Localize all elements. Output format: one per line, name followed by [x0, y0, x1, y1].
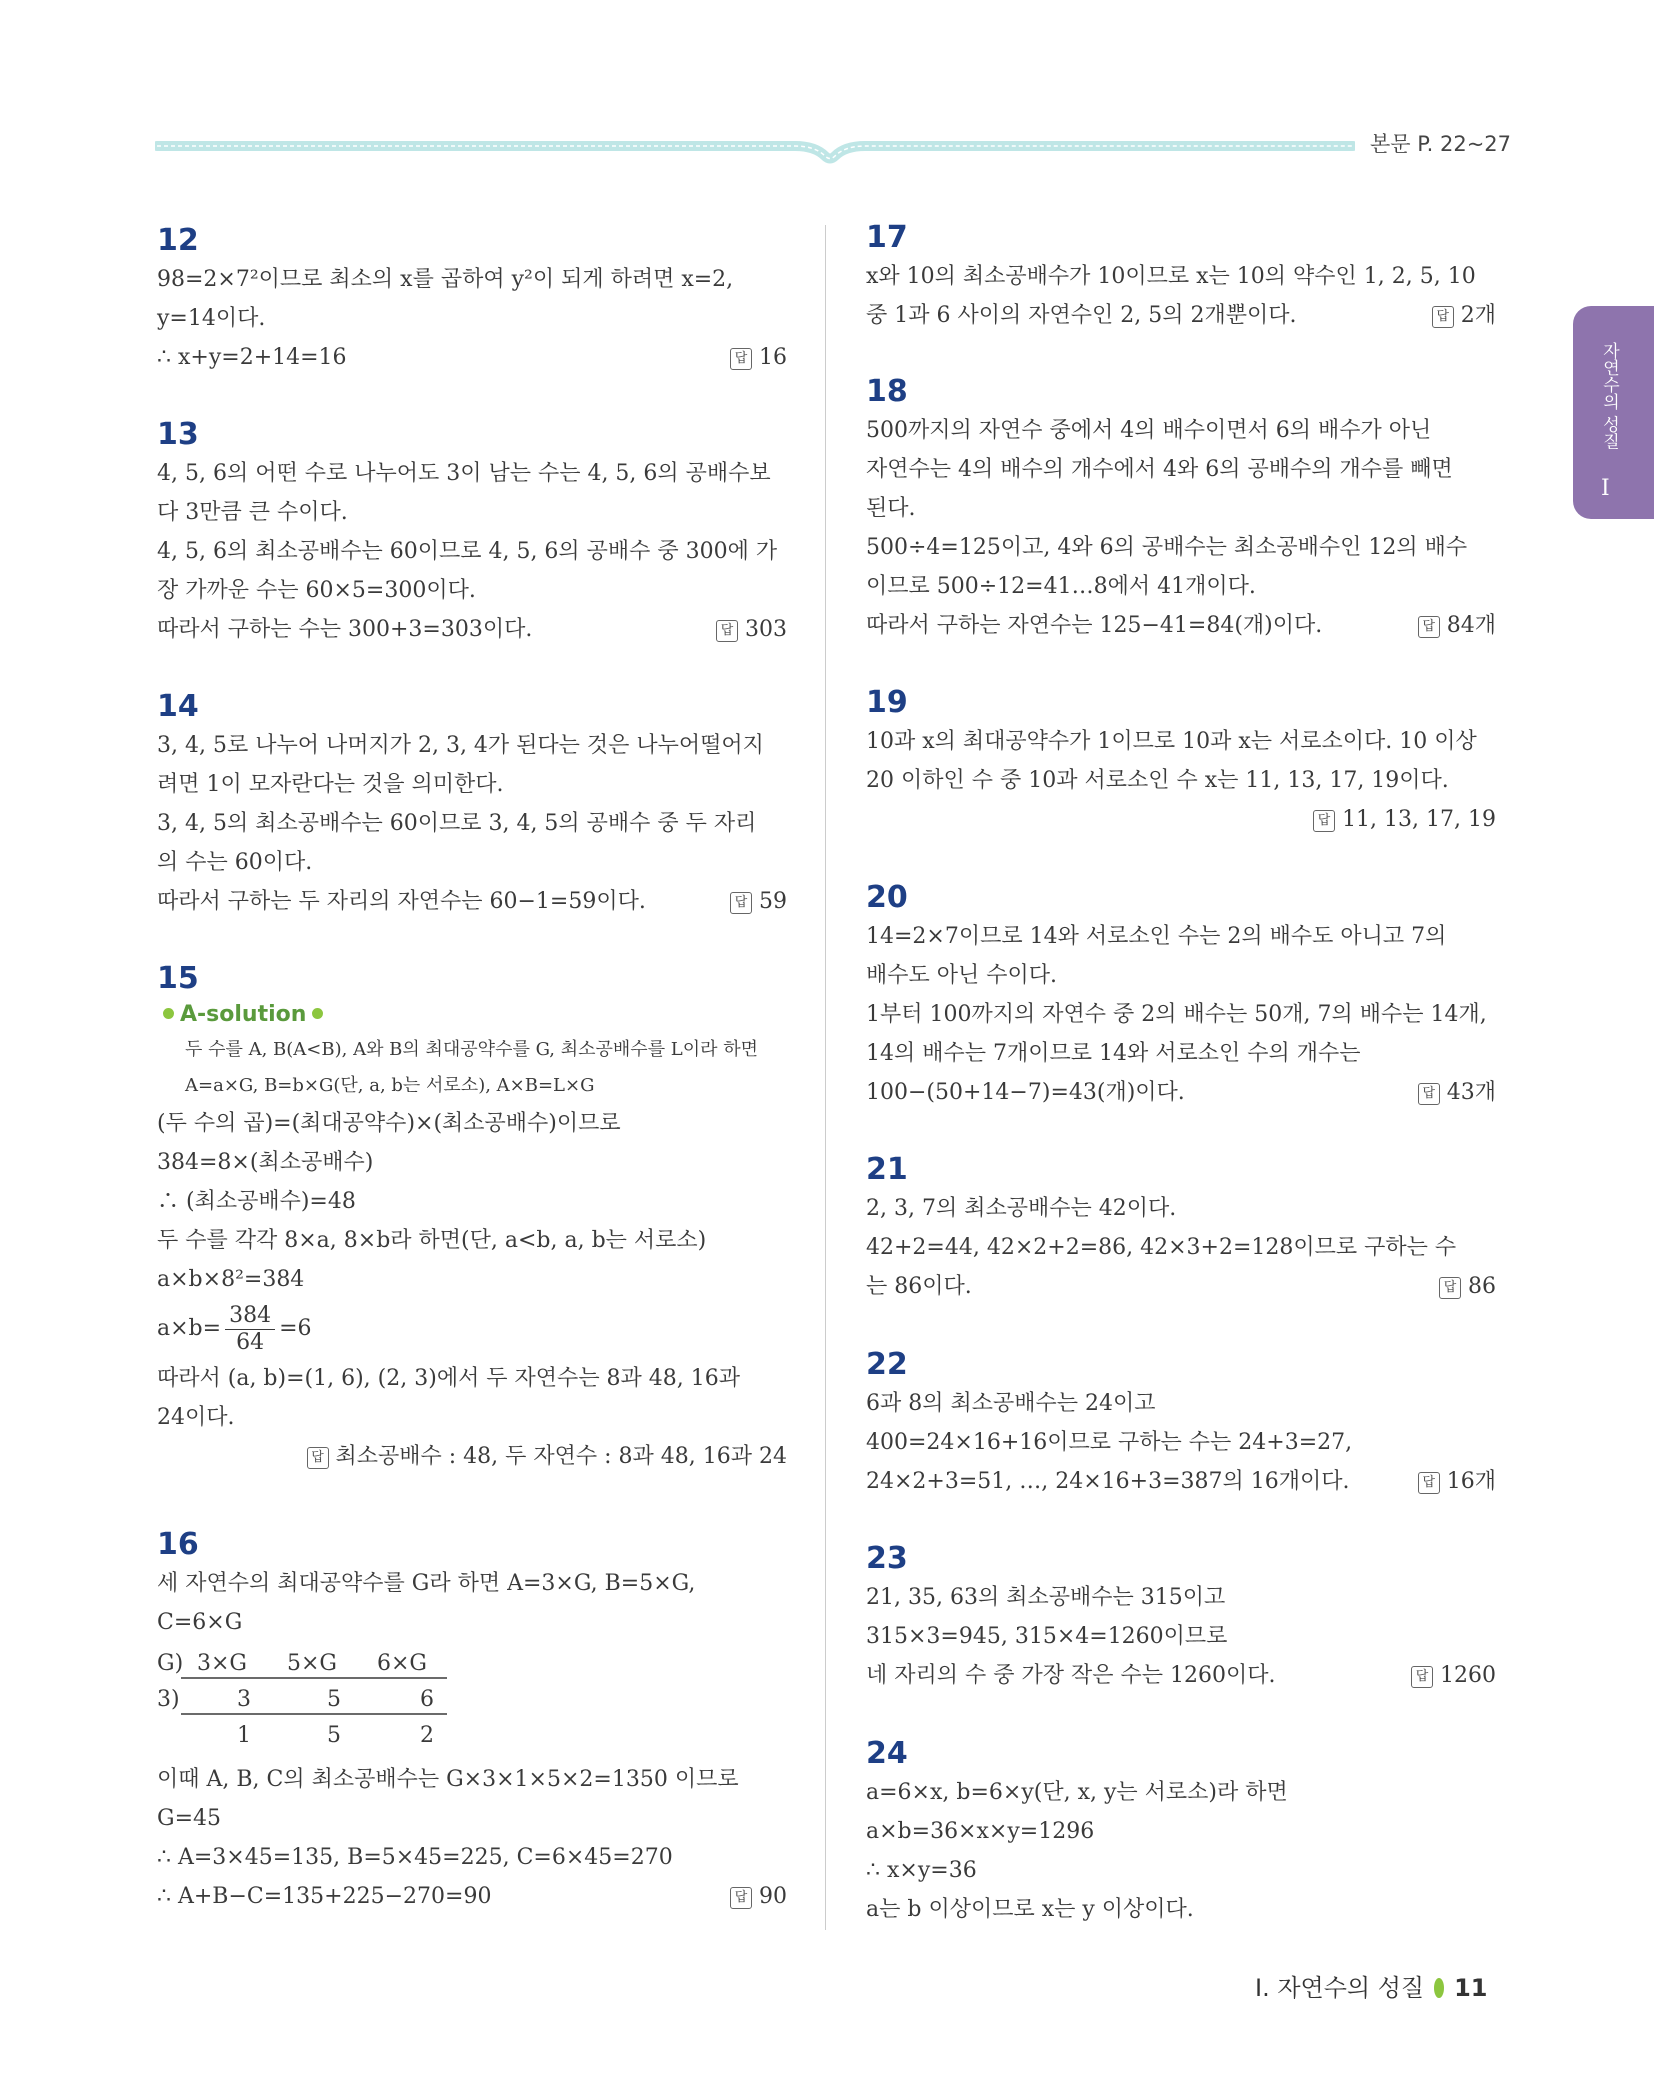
- answer: 답 16: [730, 338, 787, 377]
- problem-number: 12: [157, 223, 199, 258]
- answer-mark-icon: 답: [730, 348, 752, 370]
- header-decoration: [155, 134, 1355, 164]
- answer-mark-icon: 답: [1418, 1083, 1440, 1105]
- side-tab-roman: I: [1601, 476, 1610, 501]
- problem-22: [866, 1348, 1496, 1501]
- solution-line: a×b×8²=384: [157, 1267, 305, 1292]
- problem-24: [866, 1737, 1496, 1929]
- divisor: 3): [157, 1687, 180, 1712]
- solution-line: 4, 5, 6의 어떤 수로 나누어도 3이 남는 수는 4, 5, 6의 공배수보: [157, 461, 771, 486]
- solution-line: y=14이다.: [157, 306, 266, 331]
- solution-line: ∴ A+B−C=135+225−270=90 답 90: [157, 1877, 787, 1916]
- solution-line: 98=2×7²이므로 최소의 x를 곱하여 y²이 되게 하려면 x=2,: [157, 267, 734, 292]
- page-reference: 본문 P. 22~27: [1370, 132, 1512, 156]
- solution-line: a×b=36×x×y=1296: [866, 1819, 1095, 1844]
- division-cell: 3×G: [197, 1651, 248, 1676]
- solution-line: 500까지의 자연수 중에서 4의 배수이면서 6의 배수가 아닌: [866, 418, 1432, 443]
- solution-line: ∴ x×y=36: [866, 1858, 977, 1883]
- solution-line: 400=24×16+16이므로 구하는 수는 24+3=27,: [866, 1430, 1353, 1455]
- solution-line: 네 자리의 수 중 가장 작은 수는 1260이다. 답 1260: [866, 1656, 1496, 1695]
- a-solution-line: 두 수를 A, B(A<B), A와 B의 최대공약수를 G, 최소공배수를 L이라 하면: [185, 1039, 759, 1060]
- side-tab-title: 자연수의 성질: [1599, 342, 1619, 450]
- answer-mark-icon: 답: [1313, 810, 1335, 832]
- problem-14: [157, 690, 787, 921]
- solution-line: 100−(50+14−7)=43(개)이다. 답 43개: [866, 1073, 1496, 1112]
- problem-number: 15: [157, 961, 199, 996]
- footer-chapter: I. 자연수의 성질: [1255, 1974, 1425, 2002]
- solution-line: ∴ x+y=2+14=16 답 16: [157, 338, 787, 377]
- solution-line: 10과 x의 최대공약수가 1이므로 10과 x는 서로소이다. 10 이상: [866, 729, 1477, 754]
- problem-21: [866, 1153, 1496, 1306]
- solution-line: 따라서 (a, b)=(1, 6), (2, 3)에서 두 자연수는 8과 48, 16과: [157, 1366, 741, 1391]
- a-solution-heading: A-solution: [157, 998, 787, 1032]
- answer-mark-icon: 답: [730, 1887, 752, 1909]
- solution-line: 384=8×(최소공배수): [157, 1150, 374, 1175]
- ladder-division: [157, 1642, 477, 1760]
- solution-line: 자연수는 4의 배수의 개수에서 4와 6의 공배수의 개수를 빼면: [866, 457, 1453, 482]
- page-footer: [1255, 1968, 1487, 2003]
- solution-line: 14의 배수는 7개이므로 14와 서로소인 수의 개수는: [866, 1041, 1361, 1066]
- solution-line: 500÷4=125이고, 4와 6의 공배수는 최소공배수인 12의 배수: [866, 535, 1468, 560]
- division-cell: 3: [237, 1687, 251, 1712]
- solution-line: a=6×x, b=6×y(단, x, y는 서로소)라 하면: [866, 1780, 1288, 1805]
- answer: 답 90: [730, 1877, 787, 1916]
- fraction: $\frac{384}{64}$: [225, 1303, 275, 1356]
- solution-line: 이므로 500÷12=41…8에서 41개이다.: [866, 574, 1256, 599]
- problem-16: [157, 1528, 787, 1916]
- problem-number: 20: [866, 880, 908, 915]
- answer: 답 1260: [1411, 1656, 1496, 1695]
- solution-line: 따라서 구하는 자연수는 125−41=84(개)이다. 답 84개: [866, 606, 1496, 645]
- answer-mark-icon: 답: [730, 892, 752, 914]
- solution-line: 3, 4, 5의 최소공배수는 60이므로 3, 4, 5의 공배수 중 두 자리: [157, 811, 757, 836]
- problem-12: [157, 224, 787, 377]
- solution-line: x와 10의 최소공배수가 10이므로 x는 10의 약수인 1, 2, 5, 10: [866, 264, 1476, 289]
- solution-line: 다 3만큼 큰 수이다.: [157, 500, 348, 525]
- solution-line: a는 b 이상이므로 x는 y 이상이다.: [866, 1897, 1194, 1922]
- page-number: 11: [1454, 1974, 1488, 2002]
- solution-line: 4, 5, 6의 최소공배수는 60이므로 4, 5, 6의 공배수 중 300에 가: [157, 539, 778, 564]
- problem-number: 24: [866, 1736, 908, 1771]
- chapter-side-tab[interactable]: [1573, 306, 1654, 519]
- problem-number: 18: [866, 374, 908, 409]
- a-solution-line: A=a×G, B=b×G(단, a, b는 서로소), A×B=L×G: [185, 1075, 595, 1096]
- bullet-dot-icon: [163, 1008, 174, 1019]
- division-cell: 6: [420, 1687, 434, 1712]
- solution-line: G=45: [157, 1806, 222, 1831]
- answer: 답 43개: [1418, 1073, 1496, 1112]
- problem-15: [157, 962, 787, 1476]
- solution-line: 21, 35, 63의 최소공배수는 315이고: [866, 1585, 1226, 1610]
- solution-line: 20 이하인 수 중 10과 서로소인 수 x는 11, 13, 17, 19이다.: [866, 768, 1449, 793]
- solution-line: (두 수의 곱)=(최대공약수)×(최소공배수)이므로: [157, 1111, 621, 1136]
- solution-line: ∴ A=3×45=135, B=5×45=225, C=6×45=270: [157, 1845, 673, 1870]
- column-divider: [825, 225, 826, 1930]
- problem-number: 19: [866, 685, 908, 720]
- solution-line: ∴ (최소공배수)=48: [157, 1189, 356, 1214]
- solution-line: 2, 3, 7의 최소공배수는 42이다.: [866, 1196, 1177, 1221]
- solution-line: 1부터 100까지의 자연수 중 2의 배수는 50개, 7의 배수는 14개,: [866, 1002, 1487, 1027]
- answer: 답 84개: [1418, 606, 1496, 645]
- solution-line: 6과 8의 최소공배수는 24이고: [866, 1391, 1156, 1416]
- solution-line: 315×3=945, 315×4=1260이므로: [866, 1624, 1228, 1649]
- answer-mark-icon: 답: [716, 620, 738, 642]
- division-cell: 5: [327, 1687, 341, 1712]
- fraction-line: a×b= $\frac{384}{64}$ =6: [157, 1302, 312, 1355]
- divisor: G): [157, 1651, 184, 1676]
- problem-23: [866, 1542, 1496, 1695]
- solution-line: C=6×G: [157, 1610, 243, 1635]
- solution-line: 는 86이다. 답 86: [866, 1267, 1496, 1306]
- problem-18: [866, 375, 1496, 645]
- answer: 답 11, 13, 17, 19: [866, 800, 1496, 839]
- division-cell: 6×G: [377, 1651, 428, 1676]
- problem-number: 23: [866, 1541, 908, 1576]
- solution-line: 이때 A, B, C의 최소공배수는 G×3×1×5×2=1350 이므로: [157, 1767, 739, 1792]
- solution-line: 따라서 구하는 수는 300+3=303이다. 답 303: [157, 610, 787, 649]
- problem-number: 17: [866, 220, 908, 255]
- problem-13: [157, 418, 787, 649]
- solution-line: 된다.: [866, 496, 916, 521]
- solution-line: 24이다.: [157, 1405, 235, 1430]
- answer: 답 86: [1439, 1267, 1496, 1306]
- answer: 답 2개: [1432, 296, 1496, 335]
- problem-17: [866, 221, 1496, 335]
- problem-number: 13: [157, 417, 199, 452]
- answer: 답 16개: [1418, 1462, 1496, 1501]
- problem-number: 22: [866, 1347, 908, 1382]
- problem-number: 14: [157, 689, 199, 724]
- problem-20: [866, 881, 1496, 1112]
- answer-mark-icon: 답: [307, 1447, 329, 1469]
- solution-line: 장 가까운 수는 60×5=300이다.: [157, 578, 476, 603]
- division-cell: 5×G: [287, 1651, 338, 1676]
- answer-mark-icon: 답: [1439, 1277, 1461, 1299]
- division-cell: 2: [420, 1723, 434, 1748]
- answer-mark-icon: 답: [1418, 616, 1440, 638]
- solution-line: 배수도 아닌 수이다.: [866, 963, 1057, 988]
- solution-line: 42+2=44, 42×2+2=86, 42×3+2=128이므로 구하는 수: [866, 1235, 1457, 1260]
- solution-line: 3, 4, 5로 나누어 나머지가 2, 3, 4가 된다는 것은 나누어떨어지: [157, 733, 764, 758]
- solution-line: 14=2×7이므로 14와 서로소인 수는 2의 배수도 아니고 7의: [866, 924, 1447, 949]
- answer-mark-icon: 답: [1411, 1666, 1433, 1688]
- answer: 답 59: [730, 882, 787, 921]
- solution-line: 두 수를 각각 8×a, 8×b라 하면(단, a<b, a, b는 서로소): [157, 1228, 707, 1253]
- bullet-dot-icon: [312, 1008, 323, 1019]
- solution-line: 려면 1이 모자란다는 것을 의미한다.: [157, 772, 504, 797]
- problem-19: [866, 686, 1496, 839]
- problem-number: 21: [866, 1152, 908, 1187]
- division-cell: 5: [327, 1723, 341, 1748]
- answer-mark-icon: 답: [1418, 1472, 1440, 1494]
- problem-number: 16: [157, 1527, 199, 1562]
- solution-line: 따라서 구하는 두 자리의 자연수는 60−1=59이다. 답 59: [157, 882, 787, 921]
- division-cell: 1: [237, 1723, 251, 1748]
- solution-line: 24×2+3=51, …, 24×16+3=387의 16개이다. 답 16개: [866, 1462, 1496, 1501]
- solution-line: 중 1과 6 사이의 자연수인 2, 5의 2개뿐이다. 답 2개: [866, 296, 1496, 335]
- answer: 답 최소공배수 : 48, 두 자연수 : 8과 48, 16과 24: [157, 1437, 787, 1476]
- answer-mark-icon: 답: [1432, 306, 1454, 328]
- solution-line: 세 자연수의 최대공약수를 G라 하면 A=3×G, B=5×G,: [157, 1571, 696, 1596]
- leaf-icon: [1434, 1978, 1444, 1998]
- answer: 답 303: [716, 610, 787, 649]
- solution-line: 의 수는 60이다.: [157, 850, 313, 875]
